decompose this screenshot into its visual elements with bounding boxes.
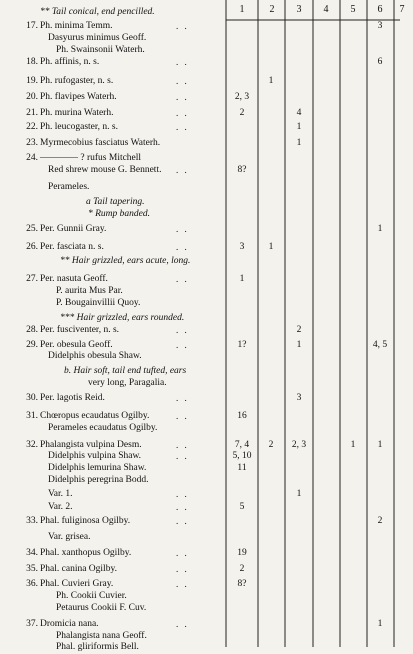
species-name: Didelphis obesula Shaw. [48, 351, 142, 361]
table-row [0, 531, 400, 544]
leader-dots: . . [176, 108, 189, 118]
table-row [0, 75, 400, 88]
leader-dots: . . [176, 224, 189, 234]
table-cell-c6: 1 [377, 440, 383, 450]
section-heading: *** Hair grizzled, ears rounded. [60, 313, 185, 323]
species-name: P. aurita Mus Par. [56, 286, 123, 296]
column-header-7: 7 [399, 4, 405, 15]
table-cell-c3: 1 [296, 489, 302, 499]
table-cell-c5: 1 [350, 440, 356, 450]
table-cell-c2: 2 [268, 440, 274, 450]
species-name: Phal. xanthopus Ogilby. [40, 548, 132, 558]
table-row [0, 241, 400, 254]
table-cell-c3: 2, 3 [291, 440, 307, 450]
table-cell-c2: 1 [268, 242, 274, 252]
species-name: Per. lagotis Reid. [40, 393, 105, 403]
species-name: Phalangista vulpina Desm. [40, 440, 142, 450]
leader-dots: . . [176, 619, 189, 629]
column-header-6: 6 [377, 4, 383, 15]
table-cell-c3: 2 [296, 325, 302, 335]
leader-dots: . . [176, 325, 189, 335]
species-name: Didelphis peregrina Bodd. [48, 475, 149, 485]
species-name: Per. obesula Geoff. [40, 340, 113, 350]
table-row [0, 563, 400, 576]
table-cell-c1: 5, 10 [232, 451, 252, 461]
leader-dots: . . [176, 548, 189, 558]
species-name: Var. grisea. [48, 532, 91, 542]
row-number: 34. [26, 548, 38, 558]
leader-dots: . . [176, 76, 189, 86]
row-number: 23. [26, 138, 38, 148]
table-row [0, 181, 400, 194]
table-cell-c2: 1 [268, 76, 274, 86]
leader-dots: . . [176, 92, 189, 102]
table-cell-c1: 8? [237, 579, 247, 589]
species-name: Per. fusciventer, n. s. [40, 325, 120, 335]
row-number: 29. [26, 340, 38, 350]
row-number: 32. [26, 440, 38, 450]
table-row [0, 121, 400, 134]
row-number: 22. [26, 122, 38, 132]
species-name: Var. 1. [48, 489, 73, 499]
section-heading: b. Hair soft, tail end tufted, ears [64, 366, 187, 376]
row-number: 37. [26, 619, 38, 629]
row-number: 24. [26, 153, 38, 163]
section-heading: * Rump banded. [88, 209, 151, 219]
species-name: Ph. minima Temm. [40, 21, 113, 31]
section-heading: ** Tail conical, end pencilled. [40, 7, 155, 17]
species-name: Ph. affinis, n. s. [40, 57, 100, 67]
table-row [0, 297, 400, 310]
table-cell-c3: 1 [296, 122, 302, 132]
row-number: 28. [26, 325, 38, 335]
table-cell-c6: 3 [377, 21, 383, 31]
species-name: Perameles ecaudatus Ogilby. [48, 423, 158, 433]
species-name: Ph. rufogaster, n. s. [40, 76, 114, 86]
row-number: 21. [26, 108, 38, 118]
table-cell-c1: 11 [237, 463, 247, 473]
species-name: Phal. fuliginosa Ogilby. [40, 516, 131, 526]
leader-dots: . . [176, 502, 189, 512]
row-number: 18. [26, 57, 38, 67]
row-number: 36. [26, 579, 38, 589]
table-cell-c3: 1 [296, 340, 302, 350]
column-header-1: 1 [239, 4, 245, 15]
leader-dots: . . [176, 564, 189, 574]
table-cell-c1: 2, 3 [234, 92, 250, 102]
row-number: 31. [26, 411, 38, 421]
table-row [0, 547, 400, 560]
leader-dots: . . [176, 57, 189, 67]
table-cell-c1: 1? [237, 340, 247, 350]
column-header-4: 4 [323, 4, 329, 15]
table-row [0, 474, 400, 487]
table-row [0, 350, 400, 363]
species-name: Per. fasciata n. s. [40, 242, 104, 252]
table-row [0, 223, 400, 236]
table-cell-c6: 2 [377, 516, 383, 526]
leader-dots: . . [176, 21, 189, 31]
leader-dots: . . [176, 274, 189, 284]
row-number: 30. [26, 393, 38, 403]
leader-dots: . . [176, 393, 189, 403]
leader-dots: . . [176, 440, 189, 450]
leader-dots: . . [176, 165, 189, 175]
species-name: Phal. gliriformis Bell. [56, 642, 139, 652]
leader-dots: . . [176, 489, 189, 499]
row-number: 19. [26, 76, 38, 86]
table-cell-c1: 19 [237, 548, 247, 558]
species-name: Per. nasuta Geoff. [40, 274, 108, 284]
species-name: Didelphis lemurina Shaw. [48, 463, 147, 473]
table-row [0, 164, 400, 177]
table-cell-c3: 4 [296, 108, 302, 118]
section-heading: a Tail tapering. [86, 197, 145, 207]
row-number: 35. [26, 564, 38, 574]
table-row [0, 392, 400, 405]
species-name: ———— ? rufus Mitchell [40, 153, 142, 163]
column-header-5: 5 [350, 4, 356, 15]
table-row [0, 107, 400, 120]
species-name: Var. 2. [48, 502, 73, 512]
table-cell-c6: 1 [377, 224, 383, 234]
leader-dots: . . [176, 122, 189, 132]
species-name: Red shrew mouse G. Bennett. [48, 165, 162, 175]
table-cell-c6: 1 [377, 619, 383, 629]
table-row [0, 602, 400, 615]
species-name: Dromicia nana. [40, 619, 99, 629]
species-name: Chœropus ecaudatus Ogilby. [40, 411, 150, 421]
row-number: 33. [26, 516, 38, 526]
leader-dots: . . [176, 242, 189, 252]
table-row [0, 422, 400, 435]
table-cell-c3: 1 [296, 138, 302, 148]
table-cell-c1: 7, 4 [234, 440, 250, 450]
row-number: 17. [26, 21, 38, 31]
column-header-3: 3 [296, 4, 302, 15]
table-row [0, 515, 400, 528]
species-name: Phal. canina Ogilby. [40, 564, 117, 574]
table-row [0, 137, 400, 150]
row-number: 25. [26, 224, 38, 234]
table-cell-c1: 2 [239, 108, 245, 118]
species-name: Myrmecobius fasciatus Waterh. [40, 138, 161, 148]
row-number: 27. [26, 274, 38, 284]
table-row [0, 488, 400, 501]
section-heading: very long, Paragalia. [88, 378, 167, 388]
table-row [0, 91, 400, 104]
species-name: Petaurus Cookii F. Cuv. [56, 603, 147, 613]
row-number: 26. [26, 242, 38, 252]
table-cell-c1: 1 [239, 274, 245, 284]
leader-dots: . . [176, 516, 189, 526]
table-cell-c1: 2 [239, 564, 245, 574]
table-cell-c1: 3 [239, 242, 245, 252]
row-number: 20. [26, 92, 38, 102]
leader-dots: . . [176, 579, 189, 589]
species-name: Dasyurus minimus Geoff. [48, 33, 147, 43]
species-name: Ph. flavipes Waterh. [40, 92, 117, 102]
species-name: Phalangista nana Geoff. [56, 631, 147, 641]
species-name: Ph. murina Waterh. [40, 108, 114, 118]
table-row [0, 56, 400, 69]
species-name: Ph. Swainsonii Waterh. [56, 45, 145, 55]
table-cell-c6: 6 [377, 57, 383, 67]
column-header-2: 2 [269, 4, 275, 15]
species-name: P. Bougainvillii Quoy. [56, 298, 141, 308]
table-cell-c6: 4, 5 [372, 340, 388, 350]
species-name: Per. Gunnii Gray. [40, 224, 107, 234]
table-cell-c1: 5 [239, 502, 245, 512]
table-cell-c1: 8? [237, 165, 247, 175]
table-cell-c3: 3 [296, 393, 302, 403]
table-cell-c1: 16 [237, 411, 247, 421]
species-name: Ph. Cookii Cuvier. [56, 591, 127, 601]
species-name: Phal. Cuvieri Gray. [40, 579, 114, 589]
table-row [0, 501, 400, 514]
species-name: Ph. leucogaster, n. s. [40, 122, 118, 132]
table-row [0, 324, 400, 337]
species-name: Perameles. [48, 182, 90, 192]
species-name: Didelphis vulpina Shaw. [48, 451, 142, 461]
table-row [0, 641, 400, 654]
leader-dots: . . [176, 411, 189, 421]
section-heading: ** Hair grizzled, ears acute, long. [60, 256, 191, 266]
leader-dots: . . [176, 451, 189, 461]
leader-dots: . . [176, 340, 189, 350]
